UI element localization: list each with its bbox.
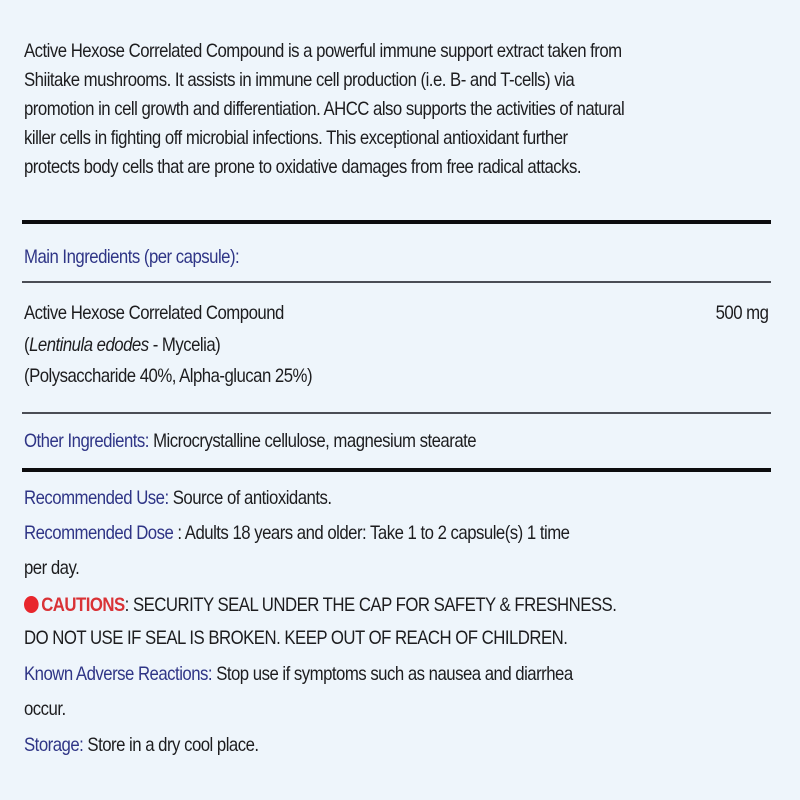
recommended-dose-label: Recommended Dose (24, 522, 174, 544)
recommended-use (24, 484, 331, 512)
thin-divider (22, 281, 771, 283)
cautions-continued: DO NOT USE IF SEAL IS BROKEN. KEEP OUT OF REACH OF CHILDREN. (24, 627, 568, 649)
other-ingredients (24, 427, 476, 455)
adverse-reactions-value: Stop use if symptoms such as nausea and diarrhea (212, 663, 573, 685)
thick-divider (22, 468, 771, 472)
description-line: Shiitake mushrooms. It assists in immune cell production (i.e. B- and T-cells) via (24, 69, 575, 91)
cautions (24, 591, 616, 619)
stop-icon (24, 596, 39, 613)
source-open-paren: ( (24, 334, 30, 356)
storage-value: Store in a dry cool place. (83, 734, 259, 756)
other-ingredients-label: Other Ingredients: (24, 430, 149, 452)
ingredient-name: Active Hexose Correlated Compound (24, 302, 284, 324)
ingredient-amount: 500 mg (715, 302, 768, 324)
storage-label: Storage: (24, 734, 84, 756)
adverse-reactions (24, 660, 573, 688)
description-line: protects body cells that are prone to oxidative damages from free radical attacks. (24, 156, 582, 178)
thick-divider (22, 220, 771, 224)
description-line: Active Hexose Correlated Compound is a powerful immune support extract taken from (24, 40, 622, 62)
cautions-label: CAUTIONS (41, 594, 125, 616)
description-line: promotion in cell growth and differentiation. AHCC also supports the activities of natural (24, 98, 625, 120)
source-part: - Mycelia) (148, 334, 221, 356)
cautions-value: : SECURITY SEAL UNDER THE CAP FOR SAFETY & FRESHNESS. (124, 594, 617, 616)
main-ingredients-heading: Main Ingredients (per capsule): (24, 246, 240, 268)
recommended-dose (24, 519, 569, 547)
product-description (24, 37, 722, 182)
ingredient-standardization: (Polysaccharide 40%, Alpha-glucan 25%) (24, 365, 313, 387)
other-ingredients-value: Microcrystalline cellulose, magnesium stearate (148, 430, 477, 452)
thin-divider (22, 412, 771, 414)
description-line: killer cells in fighting off microbial infections. This exceptional antioxidant further (24, 127, 568, 149)
storage (24, 731, 259, 759)
adverse-reactions-label: Known Adverse Reactions: (24, 663, 213, 685)
adverse-reactions-continued: occur. (24, 698, 66, 720)
recommended-use-label: Recommended Use: (24, 487, 169, 509)
source-species: Lentinula edodes (29, 334, 149, 356)
ingredient-source (24, 331, 220, 359)
recommended-dose-value: : Adults 18 years and older: Take 1 to 2 capsule(s) 1 time (173, 522, 570, 544)
recommended-use-value: Source of antioxidants. (168, 487, 332, 509)
recommended-dose-continued: per day. (24, 557, 80, 579)
